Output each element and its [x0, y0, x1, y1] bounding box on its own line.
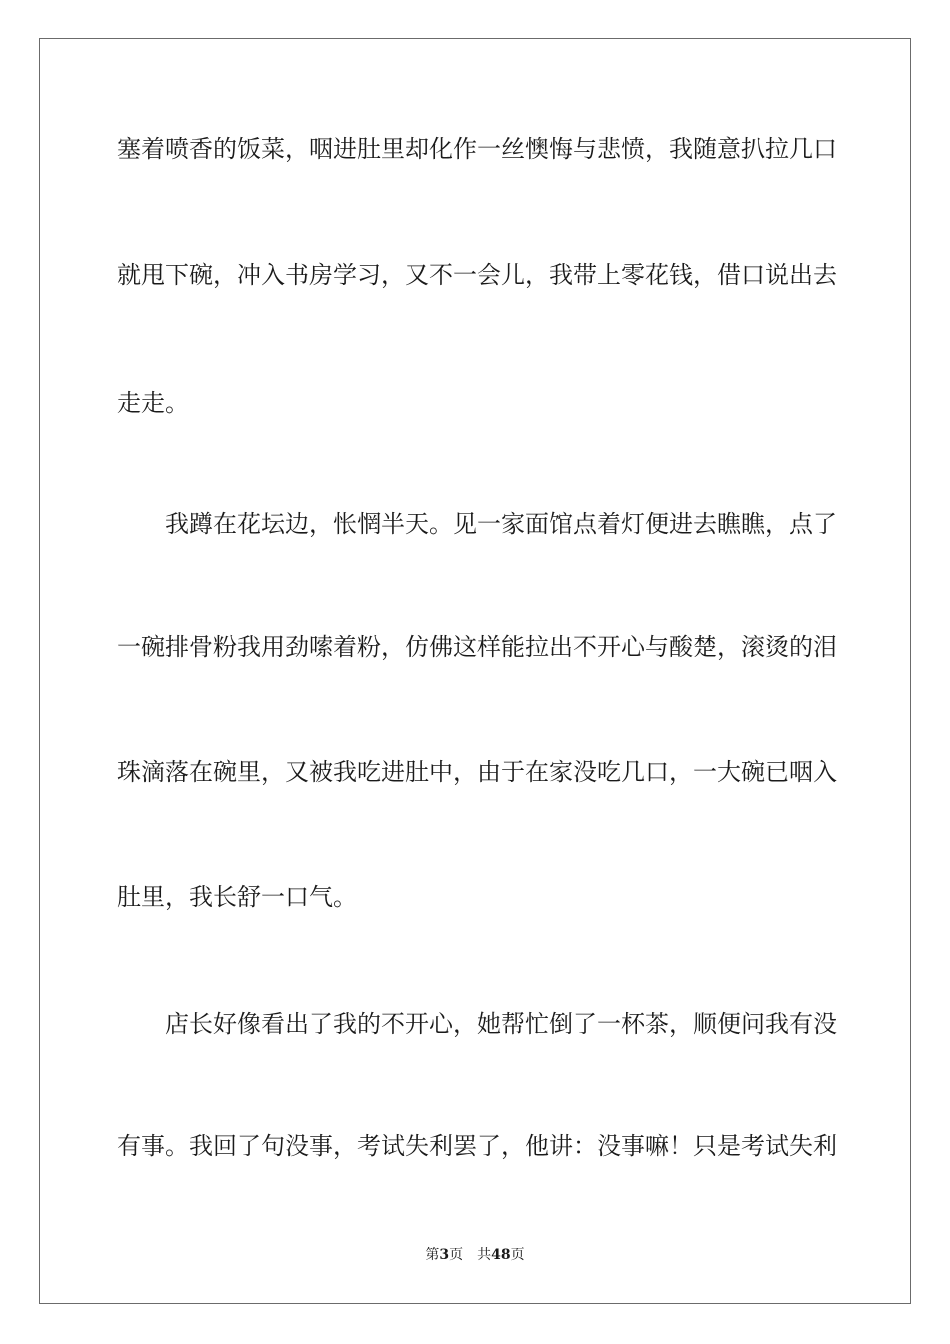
text-line-6: 珠滴落在碗里，又被我吃进肚中，由于在家没吃几口，一大碗已咽入 — [117, 758, 837, 786]
text-line-7: 肚里，我长舒一口气。 — [117, 883, 357, 911]
page-suffix: 页 — [449, 1247, 464, 1263]
text-line-5: 一碗排骨粉我用劲嗦着粉，仿佛这样能拉出不开心与酸楚，滚烫的泪 — [117, 633, 837, 661]
text-line-4: 我蹲在花坛边，怅惘半天。见一家面馆点着灯便进去瞧瞧，点了 — [165, 510, 837, 538]
page-border — [39, 38, 911, 1304]
total-suffix: 页 — [510, 1247, 525, 1263]
page-prefix: 第 — [425, 1247, 440, 1263]
page-current-number: 3 — [439, 1247, 450, 1263]
text-line-2: 就甩下碗，冲入书房学习，又不一会儿，我带上零花钱，借口说出去 — [117, 261, 837, 289]
page-total-number: 48 — [491, 1247, 511, 1263]
text-line-3: 走走。 — [117, 389, 189, 417]
text-line-8: 店长好像看出了我的不开心，她帮忙倒了一杯茶，顺便问我有没 — [165, 1010, 837, 1038]
text-line-1: 塞着喷香的饭菜，咽进肚里却化作一丝懊悔与悲愤，我随意扒拉几口 — [117, 135, 837, 163]
total-prefix: 共 — [477, 1247, 492, 1263]
page-footer — [0, 1245, 950, 1265]
text-line-9: 有事。我回了句没事，考试失利罢了，他讲：没事嘛！只是考试失利 — [117, 1132, 837, 1160]
